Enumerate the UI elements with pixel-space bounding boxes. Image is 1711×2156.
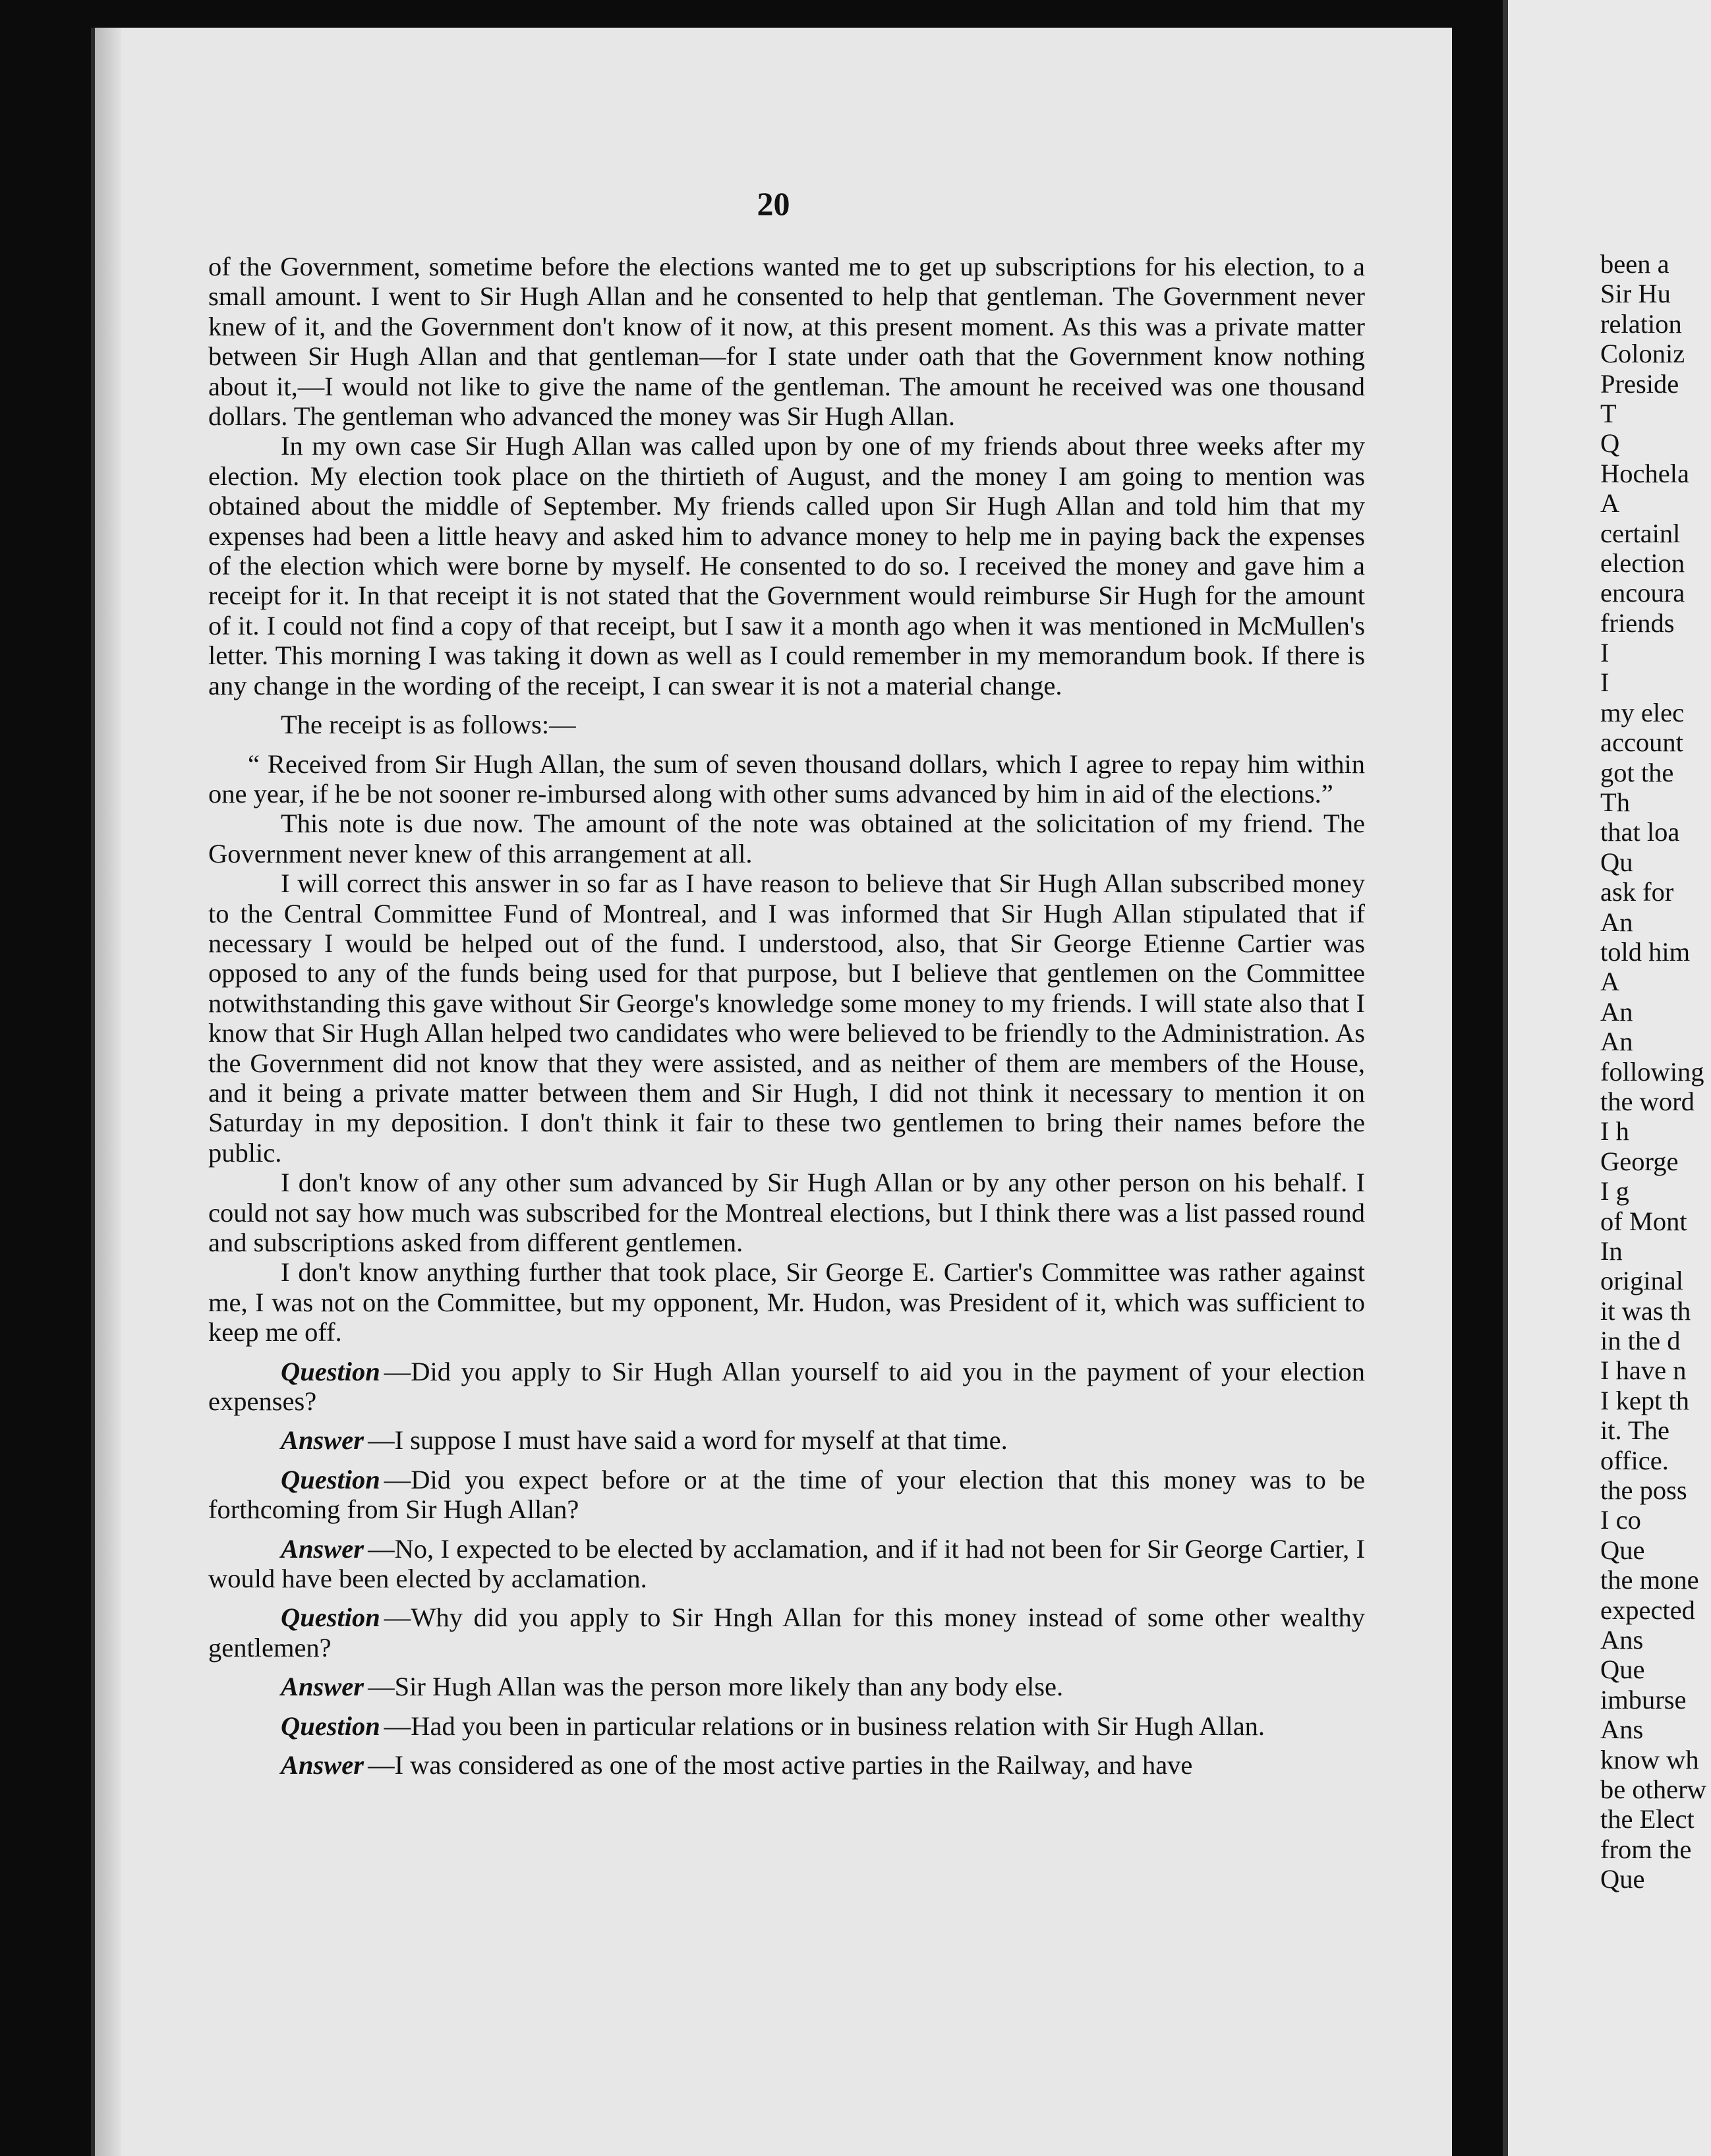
right-page-line: the mone (1600, 1565, 1699, 1595)
qa-text: —I suppose I must have said a word for myself at that time. (368, 1425, 1008, 1456)
paragraph: of the Government, sometime before the elections wanted me to get up subscriptions for his election, to a small amount. I went to Sir Hugh Allan and he consented to help that gentleman. The Government never knew of it, and the Government don't know of it now, at this present moment. As this was a private matter between Sir Hugh Allan and that gentleman—for I state under oath that the Government know nothing about it,—I would not like to give the name of the gentleman. The amount he received was one thousand dollars. The gentleman who advanced the money was Sir Hugh Allan. (208, 252, 1365, 432)
right-page-line: Q (1600, 428, 1620, 459)
right-page-line: An (1600, 907, 1633, 937)
qa-text: —Sir Hugh Allan was the person more likely than any body else. (368, 1672, 1064, 1702)
qa-label: Question (281, 1711, 380, 1741)
right-page-line: my elec (1600, 697, 1685, 727)
right-page-line: Ans (1600, 1715, 1644, 1745)
qa-text: —Did you expect before or at the time of your election that this money was to be forthcoming from Sir Hugh Allan? (208, 1464, 1365, 1525)
right-page-line: I kept th (1600, 1385, 1689, 1415)
right-page-line: I (1600, 667, 1610, 698)
page-number: 20 (757, 185, 790, 222)
right-page-line: Preside (1600, 368, 1679, 399)
qa-label: Question (281, 1603, 380, 1633)
right-page-line: office. (1600, 1445, 1669, 1475)
right-page-line: friends (1600, 608, 1675, 638)
qa-text: —I was considered as one of the most active parties in the Railway, and have (368, 1750, 1193, 1780)
right-page-line: Sir Hu (1600, 279, 1671, 309)
right-page-line: A (1600, 488, 1620, 519)
qa-label: Question (281, 1356, 380, 1386)
right-page-line: the poss (1600, 1475, 1687, 1506)
right-page-line: Que (1600, 1864, 1645, 1894)
receipt-quote: “ Received from Sir Hugh Allan, the sum of seven thousand dollars, which I agree to repay him within one year, if he be not sooner re-imbursed along with other sums advanced by him in aid of the elections.” (208, 749, 1365, 808)
right-page-line: original (1600, 1266, 1683, 1296)
right-page-line: relation (1600, 308, 1682, 339)
right-page-line: it. The (1600, 1415, 1669, 1446)
qa-item (208, 1750, 1365, 1780)
qa-item (208, 1672, 1365, 1701)
right-page-line: Que (1600, 1535, 1645, 1565)
right-page-line: Hochela (1600, 458, 1689, 488)
qa-label: Answer (281, 1425, 364, 1456)
receipt-intro: The receipt is as follows:— (281, 710, 576, 740)
right-page-line: know wh (1600, 1744, 1699, 1774)
right-page-line: encoura (1600, 578, 1685, 608)
right-page-line: I (1600, 638, 1610, 668)
qa-item (208, 1603, 1365, 1662)
right-page-line: Que (1600, 1655, 1645, 1685)
right-page-line: imburse (1600, 1684, 1687, 1715)
right-page-line: A (1600, 967, 1620, 997)
paragraph: I don't know of any other sum advanced by Sir Hugh Allan or by any other person on his behalf. I could not say how much was subscribed for the Montreal elections, but I think there was a list passed round and subscriptions asked from different gentlemen. (208, 1168, 1365, 1257)
right-page-line: ask for (1600, 877, 1674, 907)
right-page-text (1600, 249, 1711, 1894)
right-page-line: Qu (1600, 847, 1633, 877)
right-page-line: from the (1600, 1834, 1692, 1864)
qa-label: Answer (281, 1672, 364, 1702)
qa-item (208, 1465, 1365, 1525)
right-page-line: the Elect (1600, 1804, 1695, 1834)
paragraph: This note is due now. The amount of the note was obtained at the solicitation of my friend. The Government never knew of this arrangement at all. (208, 808, 1365, 868)
qa-text: —Did you apply to Sir Hugh Allan yourself to aid you in the payment of your election expenses? (208, 1356, 1365, 1417)
paragraph: I don't know anything further that took place, Sir George E. Cartier's Committee was rather against me, I was not on the Committee, but my opponent, Mr. Hudon, was President of it, which was sufficient to keep me off. (208, 1257, 1365, 1348)
qa-text: —Why did you apply to Sir Hngh Allan for this money instead of some other wealthy gentlemen? (208, 1603, 1365, 1662)
right-page-line: that loa (1600, 817, 1680, 847)
right-page-line: I co (1600, 1505, 1641, 1535)
paragraph: In my own case Sir Hugh Allan was called upon by one of my friends about three weeks after my election. My election took place on the thirtieth of August, and the money I am going to mention was obtained about the middle of September. My friends called upon Sir Hugh Allan and told him that my expenses had been a little heavy and asked him to advance money to help me in paying back the expenses of the election which were borne by myself. He consented to do so. I received the money and gave him a receipt for it. In that receipt it is not stated that the Government would reimburse Sir Hugh for the amount of it. I could not find a copy of that receipt, but I saw it a month ago when it was mentioned in McMullen's letter. This morning I was taking it down as well as I could remember in my memorandum book. If there is any change in the wording of the receipt, I can swear it is not a material change. (208, 431, 1365, 700)
right-page-line: certainl (1600, 518, 1681, 548)
qa-item (208, 1534, 1365, 1594)
right-page-line: T (1600, 398, 1617, 428)
right-page-line: following (1600, 1056, 1704, 1087)
qa-text: —No, I expected to be elected by acclamation, and if it had not been for Sir George Cartier, I would have been elected by acclamation. (208, 1533, 1365, 1594)
right-page (1503, 0, 1711, 2156)
qa-label: Question (281, 1464, 380, 1494)
right-page-line: An (1600, 996, 1633, 1027)
qa-label: Answer (281, 1750, 364, 1780)
right-page-line: account (1600, 727, 1683, 758)
right-page-line: been a (1600, 249, 1669, 279)
right-page-line: expected (1600, 1595, 1695, 1625)
right-page-line: Ans (1600, 1624, 1644, 1655)
right-page-line: George (1600, 1146, 1679, 1176)
right-page-line: the word (1600, 1086, 1695, 1116)
left-page (91, 28, 1452, 2156)
qa-item (208, 1425, 1365, 1455)
qa-label: Answer (281, 1533, 364, 1564)
right-page-line: I have n (1600, 1355, 1687, 1386)
right-page-line: got the (1600, 757, 1674, 787)
right-page-line: Th (1600, 787, 1630, 818)
right-page-line: be otherw (1600, 1774, 1706, 1804)
right-page-line: I h (1600, 1116, 1629, 1147)
right-page-line: An (1600, 1027, 1633, 1057)
right-page-line: election (1600, 548, 1685, 578)
qa-item (208, 1711, 1365, 1741)
qa-text: —Had you been in particular relations or in business relation with Sir Hugh Allan. (384, 1711, 1265, 1741)
right-page-line: told him (1600, 936, 1691, 967)
right-page-line: In (1600, 1235, 1623, 1266)
right-page-line: of Mont (1600, 1206, 1687, 1236)
right-page-line: in the d (1600, 1326, 1681, 1356)
right-page-line: I g (1600, 1176, 1629, 1206)
paragraph: I will correct this answer in so far as I have reason to believe that Sir Hugh Allan subscribed money to the Central Committee Fund of Montreal, and I was informed that Sir Hugh Allan stipulated that if necessary I would be helped out of the fund. I understood, also, that Sir George Etienne Cartier was opposed to any of the funds being used for that purpose, but I believe that gentlemen on the Committee notwithstanding this gave without Sir George's knowledge some money to my friends. I will state also that I know that Sir Hugh Allan helped two candidates who were believed to be friendly to the Administration. As the Government did not know that they were assisted, and as neither of them are members of the House, and it being a private matter between them and Sir Hugh, I did not think it necessary to mention it on Saturday in my deposition. I don't think it fair to these two gentlemen to bring their names before the public. (208, 868, 1365, 1168)
right-page-line: it was th (1600, 1295, 1691, 1326)
qa-item (208, 1357, 1365, 1417)
right-page-line: Coloniz (1600, 339, 1685, 369)
body-text (208, 252, 1365, 1780)
